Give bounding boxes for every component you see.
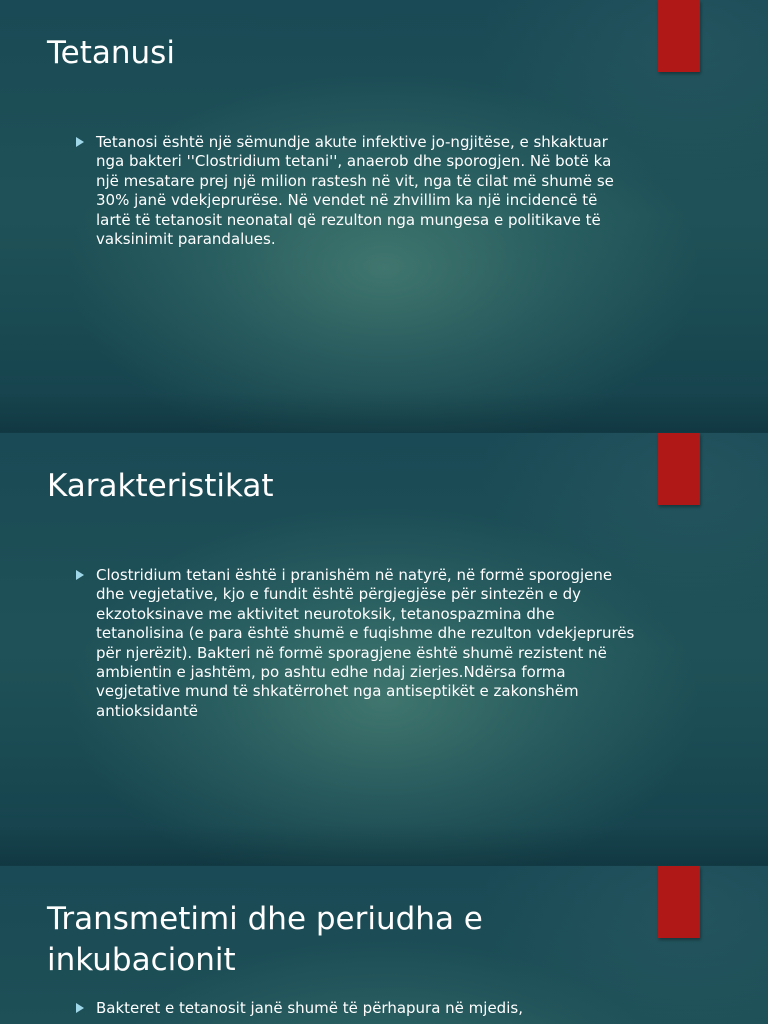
slide-transmetimi <box>0 866 768 1024</box>
slide-title: Karakteristikat <box>47 468 274 504</box>
accent-bar <box>658 866 700 938</box>
bullet-text: Tetanosi është një sëmundje akute infektive jo-ngjitëse, e shkaktuar nga bakteri ''Clostridium tetani'', anaerob dhe sporogjen. Në botë ka një mesatare prej një milion rastesh në vit, nga të cilat më shumë se 30% janë vdekjeprurëse. Në vendet në zhvillim ka një incidencë të lartë të tetanosit neonatal që rezulton nga mungesa e politikave të vaksinimit parandalues. <box>96 133 614 249</box>
triangle-bullet-icon <box>76 1003 84 1013</box>
bullet-text: Clostridium tetani është i pranishëm në natyrë, në formë sporogjene dhe vegjetative, kjo e fundit është përgjegjëse për sintezën e dy ekzotoksinave me aktivitet neurotoksik, tetanospazmina dhe tetanolisina (e para është shumë e fuqishme dhe rezulton vdekjeprurës për njerëzit). Bakteri në formë sporagjene është shumë rezistent në ambientin e jashtëm, po ashtu edhe ndaj zierjes.Ndërsa forma vegjetative mund të shkatërrohet nga antiseptikët e zakonshëm antioksidantë <box>96 566 635 720</box>
bullet-item <box>76 566 636 721</box>
bullet-item <box>76 133 636 249</box>
bullet-item <box>76 999 636 1018</box>
bullet-text: Bakteret e tetanosit janë shumë të përhapura në mjedis, <box>96 999 523 1017</box>
slide-title: Transmetimi dhe periudha e inkubacionit <box>47 901 483 978</box>
slide-tetanusi <box>0 0 768 432</box>
triangle-bullet-icon <box>76 570 84 580</box>
accent-bar <box>658 0 700 72</box>
triangle-bullet-icon <box>76 137 84 147</box>
accent-bar <box>658 433 700 505</box>
slide-karakteristikat <box>0 433 768 865</box>
slide-title: Tetanusi <box>47 35 175 71</box>
